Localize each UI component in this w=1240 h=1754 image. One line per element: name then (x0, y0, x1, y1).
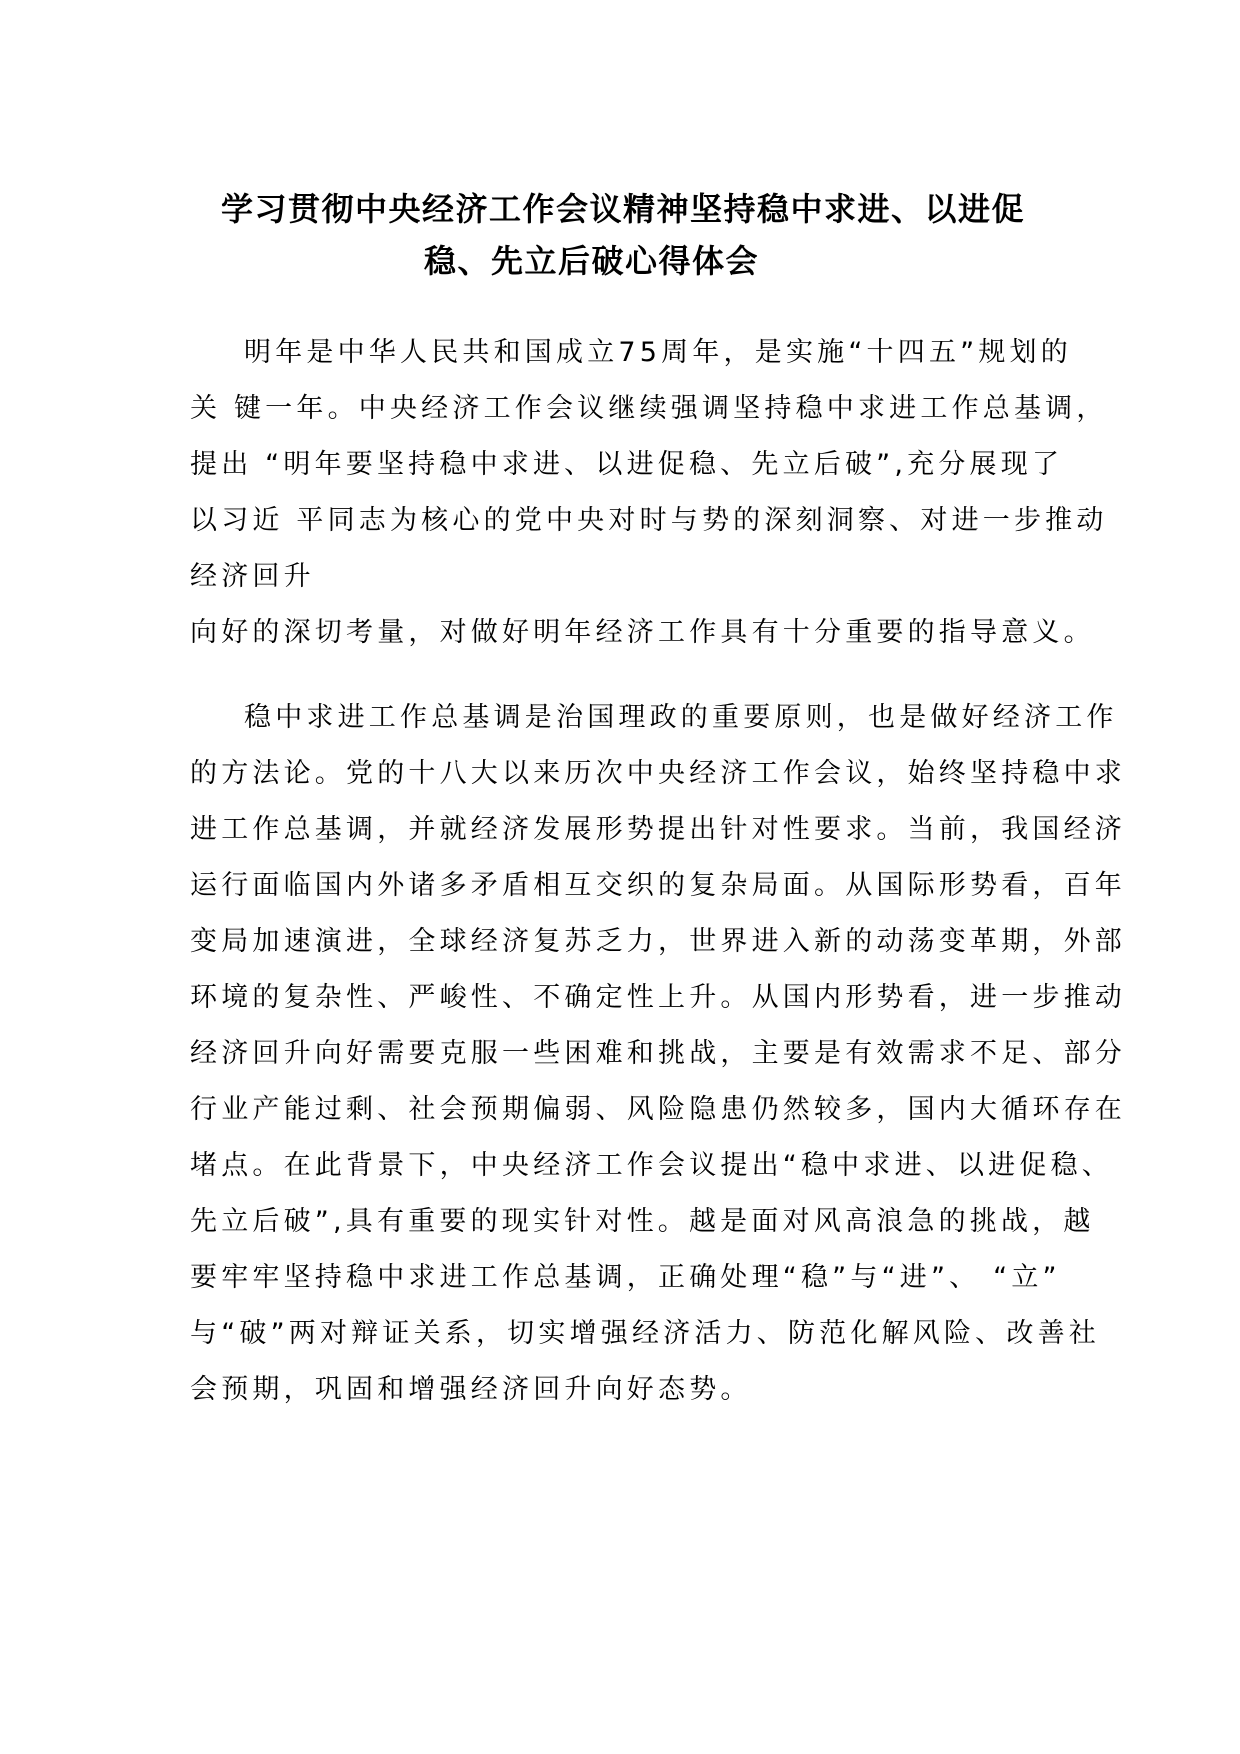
paragraph-line: 环境的复杂性、严峻性、不确定性上升。从国内形势看，进一步推动 (190, 982, 1126, 1013)
paragraph-line: 稳中求进工作总基调是治国理政的重要原则，也是做好经济工作 (244, 702, 1118, 733)
paragraph-line: 关 键一年。中央经济工作会议继续强调坚持稳中求进工作总基调， (190, 393, 1108, 424)
paragraph-line: 经济回升 (190, 561, 315, 592)
paragraph-line: 会预期，巩固和增强经济回升向好态势。 (190, 1374, 752, 1405)
paragraph-line: 进工作总基调，并就经济发展形势提出针对性要求。当前，我国经济 (190, 814, 1126, 845)
paragraph-line: 向好的深切考量，对做好明年经济工作具有十分重要的指导意义。 (190, 617, 1095, 648)
paragraph-line: 变局加速演进，全球经济复苏乏力，世界进入新的动荡变革期，外部 (190, 926, 1126, 957)
document-title (190, 183, 1050, 287)
paragraph-line: 提出 “明年要坚持稳中求进、以进促稳、先立后破”,充分展现了 (190, 449, 1064, 480)
title-line: 稳、先立后破心得体会 (424, 242, 760, 280)
paragraph-line: 行业产能过剩、社会预期偏弱、风险隐患仍然较多，国内大循环存在 (190, 1094, 1126, 1125)
paragraph-line: 经济回升向好需要克服一些困难和挑战，主要是有效需求不足、部分 (190, 1038, 1126, 1069)
paragraph-line: 明年是中华人民共和国成立75周年，是实施“十四五”规划的 (244, 337, 1072, 368)
paragraph-line: 以习近 平同志为核心的党中央对时与势的深刻洞察、对进一步推动 (190, 505, 1108, 536)
paragraph-line: 要牢牢坚持稳中求进工作总基调，正确处理“稳”与“进”、 “立” (190, 1262, 1061, 1293)
paragraph-line: 堵点。在此背景下，中央经济工作会议提出“稳中求进、以进促稳、 (190, 1150, 1113, 1181)
paragraph-line: 运行面临国内外诸多矛盾相互交织的复杂局面。从国际形势看，百年 (190, 870, 1126, 901)
body-paragraph (190, 690, 1126, 1418)
body-paragraph (190, 325, 1108, 661)
paragraph-line: 与“破”两对辩证关系，切实增强经济活力、防范化解风险、改善社 (190, 1318, 1100, 1349)
paragraph-line: 先立后破”,具有重要的现实针对性。越是面对风高浪急的挑战，越 (190, 1206, 1095, 1237)
paragraph-line: 的方法论。党的十八大以来历次中央经济工作会议，始终坚持稳中求 (190, 758, 1126, 789)
title-line: 学习贯彻中央经济工作会议精神坚持稳中求进、以进促 (221, 190, 1026, 228)
